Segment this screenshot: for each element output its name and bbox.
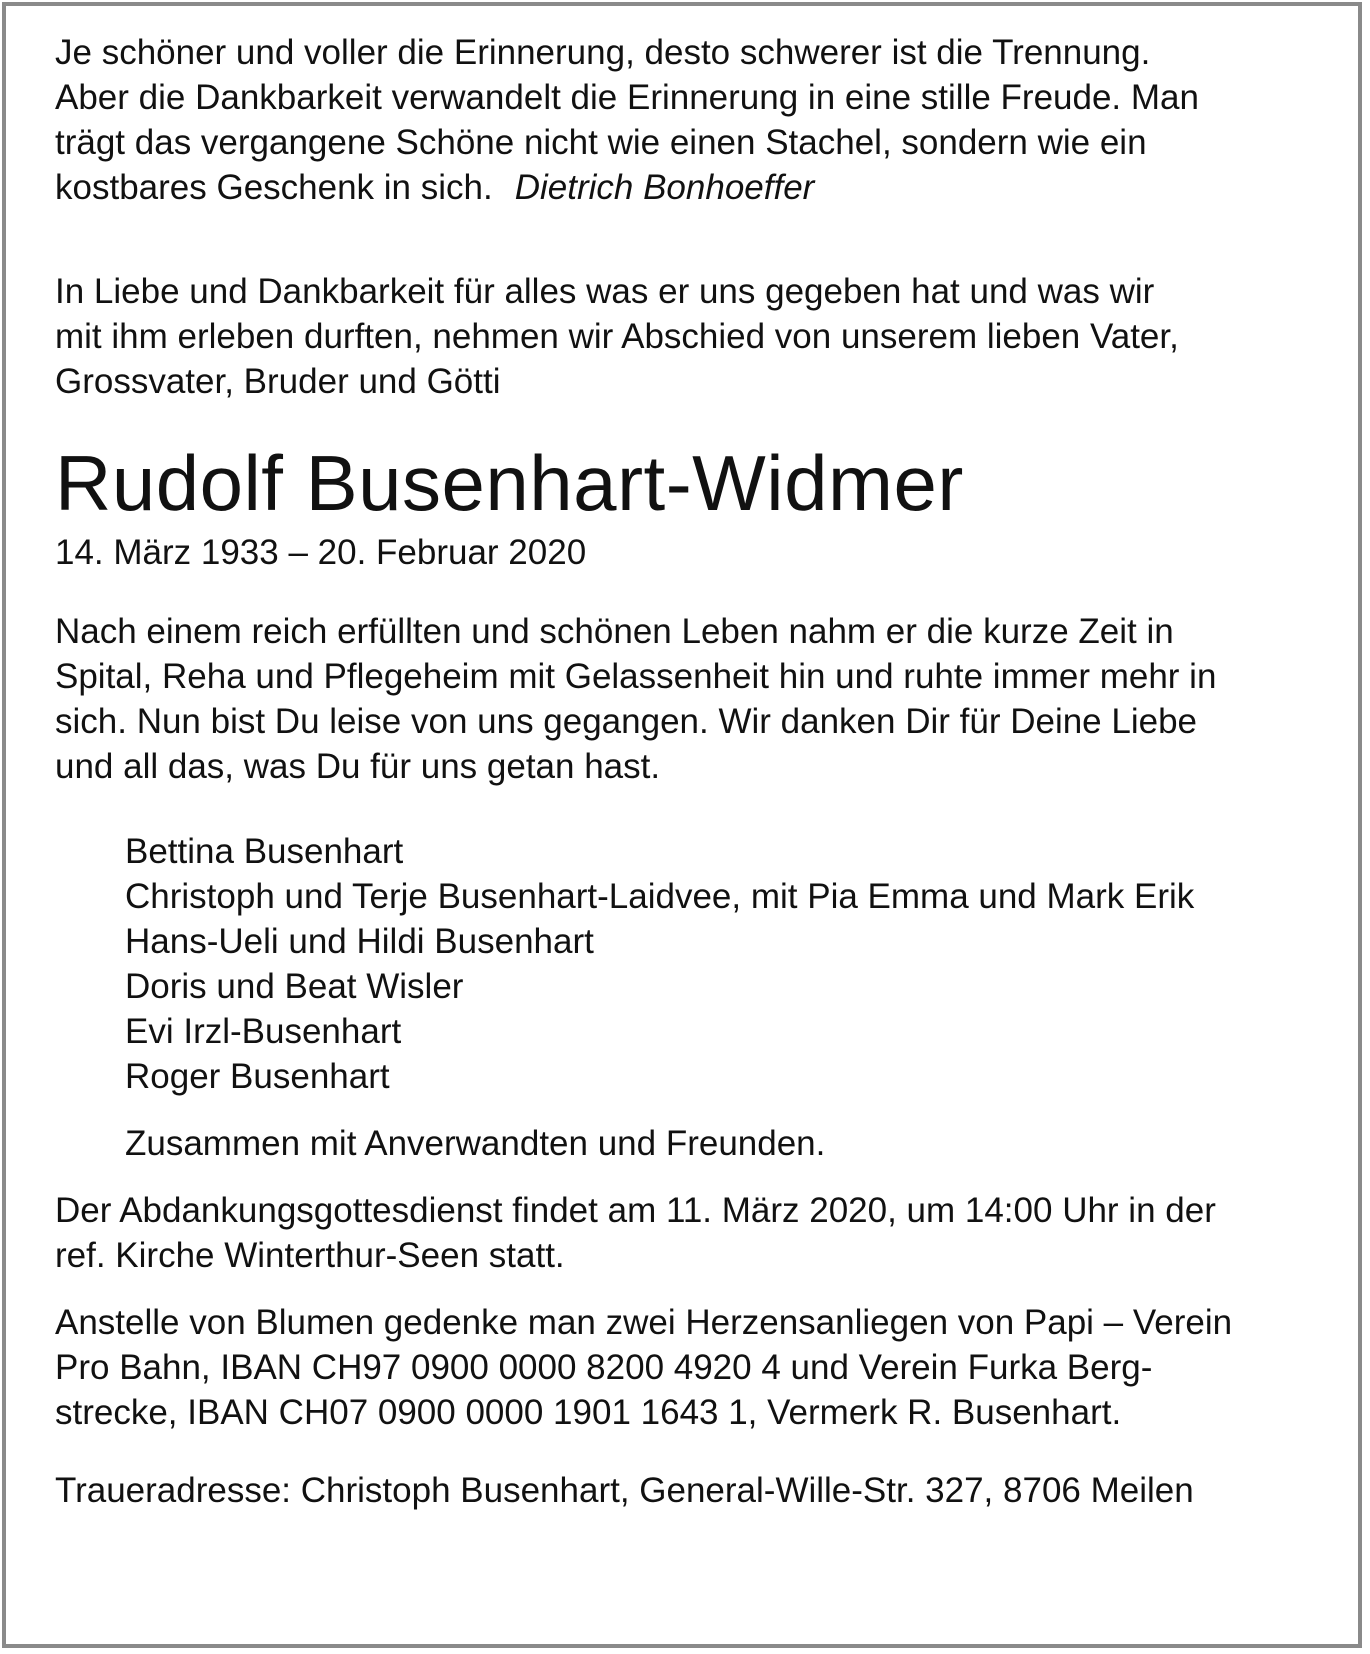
quote-author: Dietrich Bonhoeffer [514,168,815,207]
intro-line: In Liebe und Dankbarkeit für alles was er uns gegeben hat und was wir [55,272,1155,311]
donation-line: Anstelle von Blumen gedenke man zwei Herzensanliegen von Papi – Verein [55,1303,1233,1342]
tribute-line: Nach einem reich erfüllten und schönen Leben nahm er die kurze Zeit in [55,612,1174,651]
tribute-line: und all das, was Du für uns getan hast. [55,747,661,786]
intro-text [55,269,1345,404]
service-info [55,1188,1345,1278]
mourner: Roger Busenhart [125,1057,390,1096]
service-line: Der Abdankungsgottesdienst findet am 11. März 2020, um 14:00 Uhr in der [55,1191,1216,1230]
tribute-text [55,609,1345,789]
together-line: Zusammen mit Anverwandten und Freunden. [125,1124,826,1163]
tribute-line: sich. Nun bist Du leise von uns gegangen. Wir danken Dir für Deine Liebe [55,702,1198,741]
donation-line: strecke, IBAN CH07 0900 0000 1901 1643 1, Vermerk R. Busenhart. [55,1393,1122,1432]
quote-line: Je schöner und voller die Erinnerung, desto schwerer ist die Trennung. [55,33,1151,72]
deceased-name: Rudolf Busenhart-Widmer [55,439,964,527]
quote-line: Aber die Dankbarkeit verwandelt die Erinnerung in eine stille Freude. Man [55,78,1199,117]
intro-line: Grossvater, Bruder und Götti [55,362,501,401]
mourning-address: Traueradresse: Christoph Busenhart, General-Wille-Str. 327, 8706 Meilen [55,1471,1194,1510]
tribute-line: Spital, Reha und Pflegeheim mit Gelassenheit hin und ruhte immer mehr in [55,657,1217,696]
obituary-notice [55,30,1345,1513]
mourner: Doris und Beat Wisler [125,967,464,1006]
quote [55,30,1345,210]
intro-line: mit ihm erleben durften, nehmen wir Abschied von unserem lieben Vater, [55,317,1179,356]
mourner: Hans-Ueli und Hildi Busenhart [125,922,594,961]
life-dates: 14. März 1933 – 20. Februar 2020 [55,533,587,572]
donation-info [55,1300,1345,1435]
mourner: Christoph und Terje Busenhart-Laidvee, mit Pia Emma und Mark Erik [125,877,1195,916]
mourners-list [55,829,1345,1099]
donation-line: Pro Bahn, IBAN CH97 0900 0000 8200 4920 4 und Verein Furka Berg- [55,1348,1153,1387]
mourner: Evi Irzl-Busenhart [125,1012,402,1051]
quote-line: kostbares Geschenk in sich. [55,168,493,207]
service-line: ref. Kirche Winterthur-Seen statt. [55,1236,565,1275]
mourner: Bettina Busenhart [125,832,404,871]
quote-line: trägt das vergangene Schöne nicht wie einen Stachel, sondern wie ein [55,123,1147,162]
